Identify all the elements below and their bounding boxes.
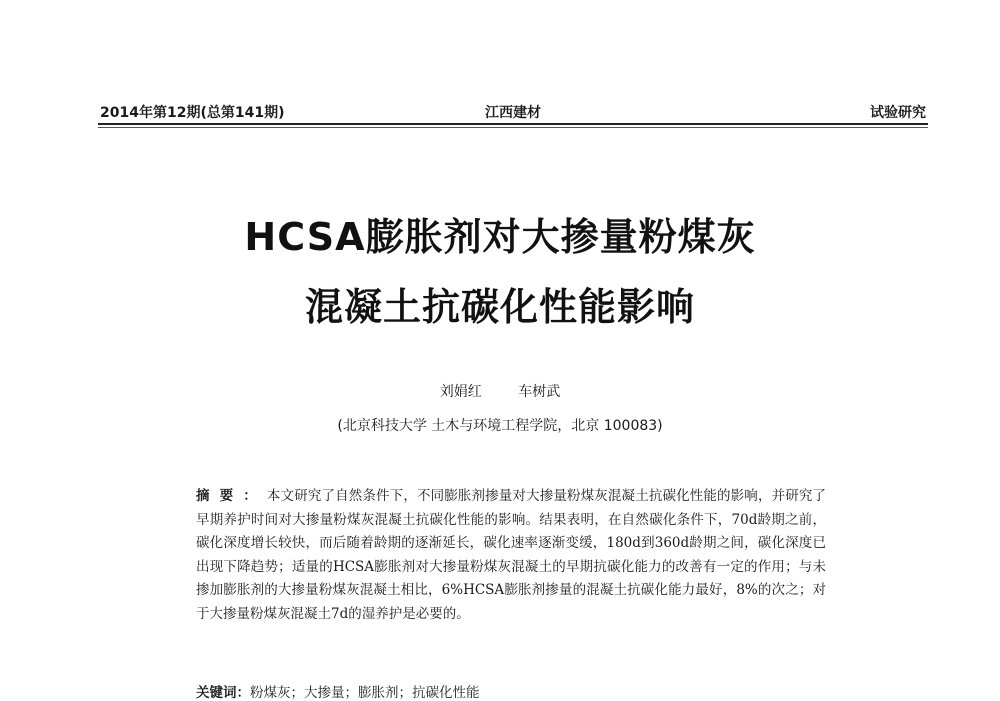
author-name: 刘娟红 (439, 384, 482, 400)
paper-title-line-2: 混凝土抗碳化性能影响 (304, 285, 695, 329)
author-affiliation: (北京科技大学 土木与环境工程学院，北京 100083) (337, 418, 663, 434)
abstract-text: 本文研究了自然条件下，不同膨胀剂掺量对大掺量粉煤灰混凝土抗碳化性能的影响，并研究了早期养护时间对大掺量粉煤灰混凝土抗碳化性能的影响。结果表明，在自然碳化条件下，70d龄期之前，碳化深度增长较快，而后随着龄期的逐渐延长，碳化速率逐渐变缓，180d到360d龄期之间，碳化深度已出现下降趋势；适量的HCSA膨胀剂对大掺量粉煤灰混凝土的早期抗碳化能力的改善有一定的作用；与未掺加膨胀剂的大掺量粉煤灰混凝土相比，6%HCSA膨胀剂掺量的混凝土抗碳化能力最好，8%的次之；对于大掺量粉煤灰混凝土7d的湿养护是必要的。 (196, 488, 827, 622)
keywords-label: 关键词： (196, 685, 250, 701)
journal-name: 江西建材 (485, 105, 541, 121)
paper-title-line-1: HCSA膨胀剂对大掺量粉煤灰 (244, 215, 756, 259)
header-rule-thick (98, 123, 928, 125)
running-header (100, 100, 926, 122)
issue-info: 2014年第12期(总第141期) (100, 105, 285, 121)
section-name: 试验研究 (870, 105, 926, 121)
keywords-text: 粉煤灰；大掺量；膨胀剂；抗碳化性能 (250, 685, 480, 701)
keywords (196, 681, 826, 701)
author-list (0, 381, 1000, 401)
author-name: 车树武 (518, 384, 561, 400)
abstract-label: 摘要： (196, 488, 267, 504)
abstract (196, 485, 826, 626)
header-rule-thin (98, 127, 928, 128)
